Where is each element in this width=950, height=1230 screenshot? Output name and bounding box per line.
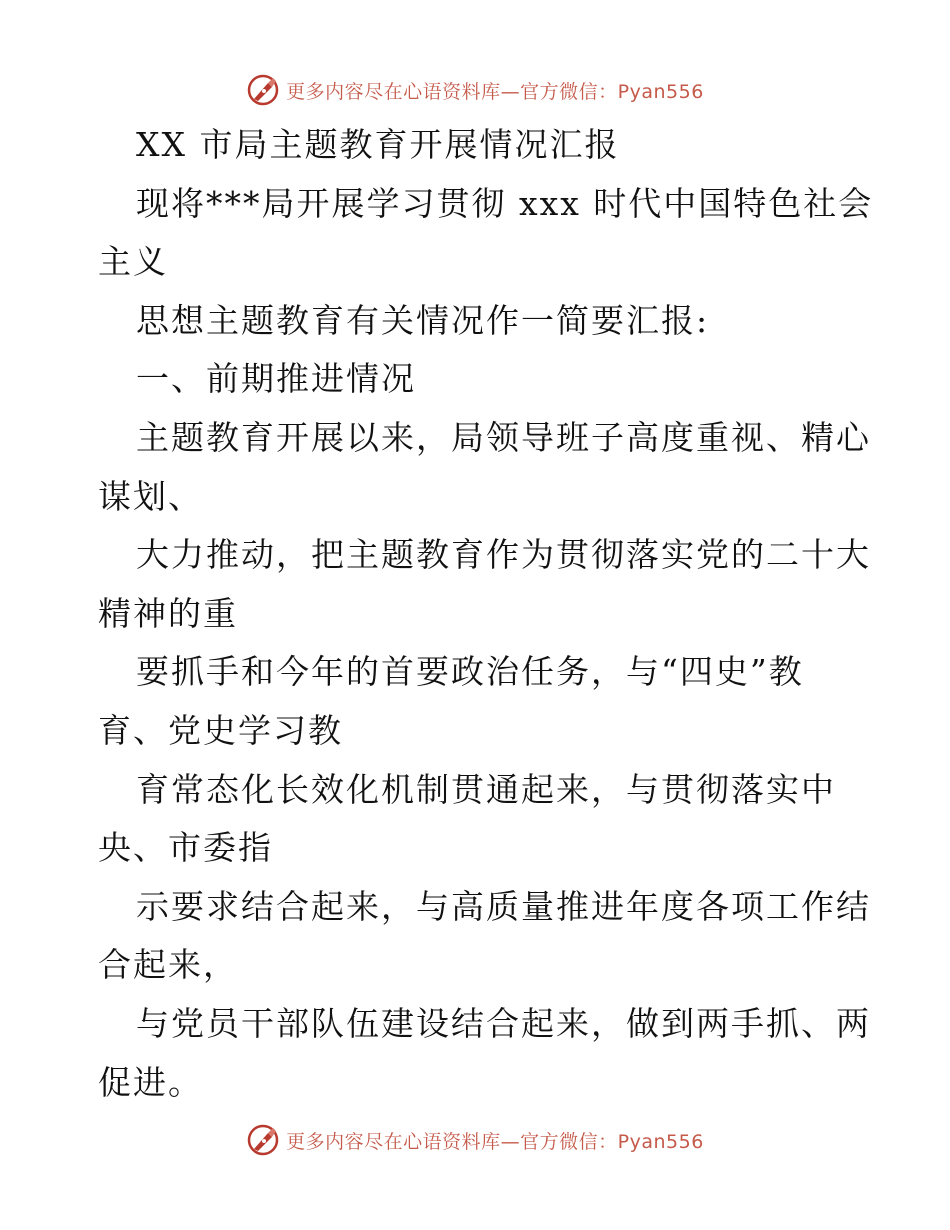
text-line: 一、前期推进情况: [136, 359, 416, 399]
header-watermark: [0, 70, 950, 110]
text-line: 主义: [98, 242, 168, 282]
watermark-text: 更多内容尽在心语资料库—官方微信：Pyan556: [286, 1130, 704, 1153]
text-line: 主题教育开展以来，局领导班子高度重视、精心: [136, 417, 871, 457]
document-title: XX 市局主题教育开展情况汇报: [136, 125, 620, 164]
pen-nib-logo-icon: [246, 73, 280, 107]
text-line: 育、党史学习教: [98, 710, 343, 750]
text-line: 要抓手和今年的首要政治任务，与“四史”教: [136, 652, 804, 692]
text-line: 谋划、: [98, 476, 203, 516]
watermark-group: [246, 73, 704, 107]
text-line: 示要求结合起来，与高质量推进年度各项工作结: [136, 886, 871, 926]
text-line: 育常态化长效化机制贯通起来，与贯彻落实中: [136, 769, 836, 809]
pen-nib-logo-icon: [246, 1123, 280, 1157]
text-line: 大力推动，把主题教育作为贯彻落实党的二十大: [136, 535, 871, 575]
text-line: 央、市委指: [98, 828, 273, 868]
watermark-text: 更多内容尽在心语资料库—官方微信：Pyan556: [286, 80, 704, 103]
document-body: [98, 116, 874, 1112]
text-line: 合起来，: [98, 945, 238, 985]
text-line: 促进。: [98, 1062, 203, 1102]
text-line: 现将***局开展学习贯彻 xxx 时代中国特色社会: [136, 183, 874, 223]
watermark-group: [246, 1123, 704, 1157]
text-line: 思想主题教育有关情况作一简要汇报:: [136, 300, 710, 340]
text-line: 与党员干部队伍建设结合起来，做到两手抓、两: [136, 1003, 871, 1043]
footer-watermark: [0, 1120, 950, 1160]
text-line: 精神的重: [98, 593, 238, 633]
